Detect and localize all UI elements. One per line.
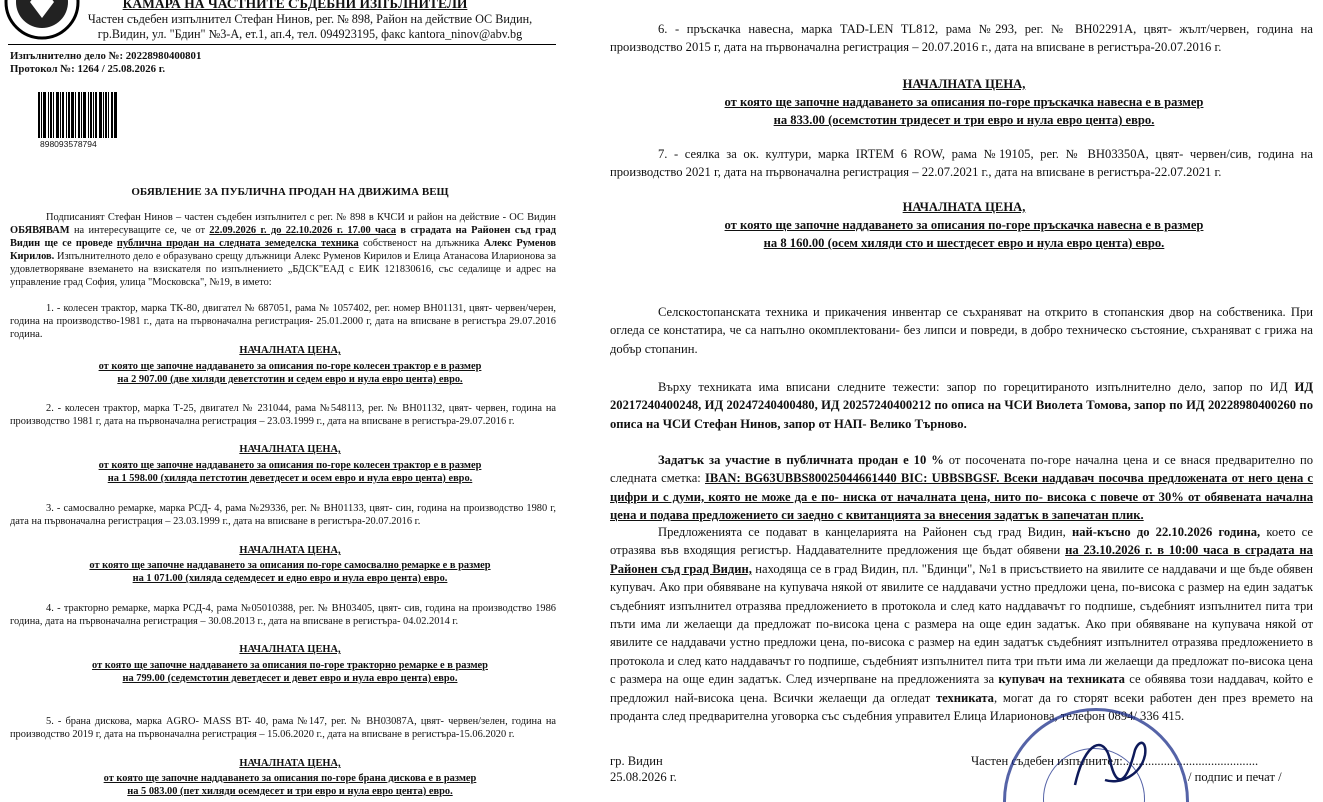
barcode bbox=[38, 92, 132, 138]
item-1-description: 1. - колесен трактор, марка ТК-80, двигател № 687051, рама № 1057402, рег. номер ВН01131, цвят- червен/черен, година на производство-1981 г., дата на първоначална регистрация- 25.01.2000 г, дата на вписване в регистъра 29.07.2016 година. bbox=[10, 303, 556, 340]
item-5-price-line1: от която ще започне наддаването за описания по-горе брана дискова е в размер bbox=[103, 773, 477, 784]
date: 25.08.2026 г. bbox=[610, 770, 677, 784]
item-5-description: 5. - брана дискова, марка AGRO- MASS BT- 40, рама №147, рег. № ВН03087А, цвят- червен/зелен, година на производство 2019 г, дата на първоначална регистрация – 15.06.2020 г., дата на вписване в регистъра-15.06.2020 г. bbox=[10, 716, 556, 740]
deposit-paragraph: Задатък за участие в публичната продан е 10 % от посочената по-горе начална цена и се внася предварително по следната сметка: IBAN: BG63UBBS80025044661440 BIC: UBBSBGSF. Всеки наддавач посочва предложената от него цена с цифри и с думи, която не може да е по- ниска от началната цена, нито по- висока с повече от 30% от обявената начална цена и подава предложението си заедно с квитанцията за внесения задатък в запечатан плик. bbox=[610, 453, 1314, 523]
signature-label: Частен съдебен изпълнител:........................................... bbox=[971, 754, 1259, 768]
item-2-price-line2: на 1 598.00 (хиляда петстотин деветдесет и осем евро и нула евро цента) евро. bbox=[107, 473, 473, 484]
chamber-emblem-icon bbox=[2, 0, 82, 42]
address-line: гр.Видин, ул. "Бдин" №3-А, ет.1, ап.4, тел. 094923195, факс kantora_ninov@abv.bg bbox=[97, 27, 523, 41]
item-6-price-heading: НАЧАЛНАТА ЦЕНА, bbox=[902, 77, 1026, 91]
item-6-price-line2: на 833.00 (осемстотин тридесет и три евро и нула евро цента) евро. bbox=[773, 113, 1155, 127]
case-number: Изпълнително дело №: 20228980400801 bbox=[10, 50, 202, 62]
item-4-price-line2: на 799.00 (седемстотин деветдесет и девет евро и нула евро цента) евро. bbox=[122, 673, 458, 684]
item-7-price-line2: на 8 160.00 (осем хиляди сто и шестдесет евро и нула евро цента) евро. bbox=[763, 236, 1165, 250]
storage-paragraph: Селскостопанската техника и прикачения инвентар се съхраняват на открито в стопанския двор на собственика. При огледа се констатира, че са напълно окомплектовани- без липси и повреди, в добро техническо състояние, съхранявaт с грижа на добър стопанин. bbox=[610, 305, 1313, 356]
item-6-description: 6. - пръскачка навесна, марка TAD-LEN TL812, рама №293, рег. № ВН02291А, цвят- жълт/червен, година на производство 2015 г, дата на първоначална регистрация – 20.07.2016 г., дата на вписване в регистъра-20.07.2016 г. bbox=[610, 22, 1313, 55]
notice-title: ОБЯВЛЕНИЕ ЗА ПУБЛИЧНА ПРОДАН НА ДВИЖИМА ВЕЩ bbox=[131, 186, 449, 198]
item-7-description: 7. - сеялка за ок. култури, марка IRTEM 6 ROW, рама №19105, рег. № ВН03350А, цвят- червен/сив, година на производство 2021 г, дата на първоначална регистрация – 22.07.2021 г., дата на вписване в регистъра-22.07.2021 г. bbox=[610, 147, 1313, 180]
item-4-description: 4. - тракторно ремарке, марка РСД-4, рама №05010388, рег. № ВН03405, цвят- сив, година на производство 1986 година, дата на първоначална регистрация – 30.08.2013 г., дата на вписване в регистъра- 04.02.2014 г. bbox=[10, 603, 556, 627]
header-divider bbox=[8, 44, 556, 45]
item-3-price-line2: на 1 071.00 (хиляда седемдесет и едно евро и нула евро цента) евро. bbox=[132, 573, 448, 584]
item-1-price-line2: на 2 907.00 (две хиляди деветстотин и седем евро и нула евро цента) евро. bbox=[117, 374, 463, 385]
item-1-price-line1: от която ще започне наддаването за описания по-горе колесен трактор е в размер bbox=[98, 361, 482, 372]
item-7-price-line1: от която ще започне наддаването за описания по-горе пръскачка навесна е в размер bbox=[724, 218, 1204, 232]
item-3-price-line1: от която ще започне наддаването за описания по-горе самосвално ремарке е в размер bbox=[89, 560, 491, 571]
protocol-number: Протокол №: 1264 / 25.08.2026 г. bbox=[10, 63, 166, 75]
left-page bbox=[0, 0, 600, 802]
barcode-number: 898093578794 bbox=[40, 139, 97, 149]
item-6-price-line1: от която ще започне наддаването за описания по-горе пръскачка навесна е в размер bbox=[724, 95, 1204, 109]
offers-paragraph: Предложенията се подават в канцеларията на Районен съд град Видин, най-късно до 22.10.2026 година, което се отразява във входящия регистър. Наддавателните предложения ще бъдат обявени на 23.10.2026 г. в 10:00 часа в сградата на Районен съд град Видин, находяща се в град Видин, пл. "Бдинци", №1 в присъствието на явилите се наддавачи и ще бъде обявен купувач. Ако при обявяване на купувача някой от явилите се наддавачи устно предложи цена, по-висока с размер на един задатък съдебният изпълнител отразява предложението в протокола и след като наддавачът го подпише, съдебният изпълнител пита три пъти има ли желаещи да предложат по-висока цена с размера на още един задатък. Ако при обявяване на купувача някой от явилите се наддавачи устно предложи цена, по-висока с размер на един задатък съдебният изпълнител отразява предложението в протокола и след като наддавачът го подпише, съдебният изпълнител пита три пъти има ли желаещи да предложат по-висока цена с размера на още един задатък. След изчерпване на предложенията за купувач на техниката се обявява този наддавач, който е предложил най-висока цена. Всички желаещи да огледат техниката, могат да го сторят всеки работен ден през времето на проданта след предварителна уговорка със съдебния управител Елица Иларионова, телефон 0894/ 336 415. bbox=[610, 525, 1314, 724]
item-7-price-heading: НАЧАЛНАТА ЦЕНА, bbox=[902, 200, 1026, 214]
item-1-price-heading: НАЧАЛНАТА ЦЕНА, bbox=[239, 345, 341, 356]
officer-line: Частен съдебен изпълнител Стефан Нинов, рег. № 898, Район на действие ОС Видин, bbox=[87, 12, 533, 26]
chamber-title: КАМАРА НА ЧАСТНИТЕ СЪДЕБНИ ИЗПЪЛНИТЕЛИ bbox=[122, 0, 468, 11]
item-3-price-heading: НАЧАЛНАТА ЦЕНА, bbox=[239, 545, 341, 556]
sign-stamp-label: / подпис и печат / bbox=[1188, 770, 1282, 784]
item-2-price-heading: НАЧАЛНАТА ЦЕНА, bbox=[239, 444, 341, 455]
city: гр. Видин bbox=[610, 754, 663, 768]
item-3-description: 3. - самосвално ремарке, марка РСД- 4, рама №29336, рег. № ВН01133, цвят- син, година на производство 1980 г, дата на първоначална регистрация – 23.03.1999 г., дата на вписване в регистъра-20.07.2016 г. bbox=[10, 503, 556, 527]
signature-icon bbox=[1065, 730, 1155, 800]
item-2-description: 2. - колесен трактор, марка Т-25, двигател № 231044, рама №548113, рег. № ВН01132, цвят- червен, година на производство 1981 г, дата на първоначална регистрация – 23.03.1999 г., дата на вписване в регистъра-29.07.2016 г. bbox=[10, 403, 556, 427]
intro-paragraph: Подписаният Стефан Нинов – частен съдебен изпълнител с рег. № 898 в КЧСИ и район на действие - ОС Видин ОБЯВЯВАМ на интересуващите се, че от 22.09.2026 г. до 22.10.2026 г. 17.00 часа в сградата на Районен съд град Видин ще се проведе публична продан на следната земеделска техника собственост на длъжника Алекс Руменов Кирилов. Изпълнителното дело е образувано срещу длъжници Алекс Руменов Кирилов и Елица Атанасова Иларионова за удовлетворяване вземането на взискателя по изпълнението „БДСК"ЕАД с ЕИК 121830616, със седалище и адрес на управление град София, улица "Московска", №19, в името: bbox=[10, 212, 556, 288]
item-5-price-line2: на 5 083.00 (пет хиляди осемдесет и три евро и нула евро цента) евро. bbox=[127, 786, 453, 797]
item-5-price-heading: НАЧАЛНАТА ЦЕНА, bbox=[239, 758, 341, 769]
item-4-price-line1: от която ще започне наддаването за описания по-горе тракторно ремарке е в размер bbox=[92, 660, 488, 671]
item-4-price-heading: НАЧАЛНАТА ЦЕНА, bbox=[239, 644, 341, 655]
encumbrances-paragraph: Върху техниката има вписани следните тежести: запор по горецитираното изпълнително дело, запор по ИД ИД 20217240400248, ИД 20247240400480, ИД 20257240400212 по описа на ЧСИ Виолета Томова, запор по ИД 20228980400260 по описа на ЧСИ Стефан Нинов, запор от НАП- Велико Търново. bbox=[610, 380, 1313, 431]
right-page bbox=[605, 0, 1323, 802]
item-2-price-line1: от която ще започне наддаването за описания по-горе колесен трактор е в размер bbox=[98, 460, 482, 471]
